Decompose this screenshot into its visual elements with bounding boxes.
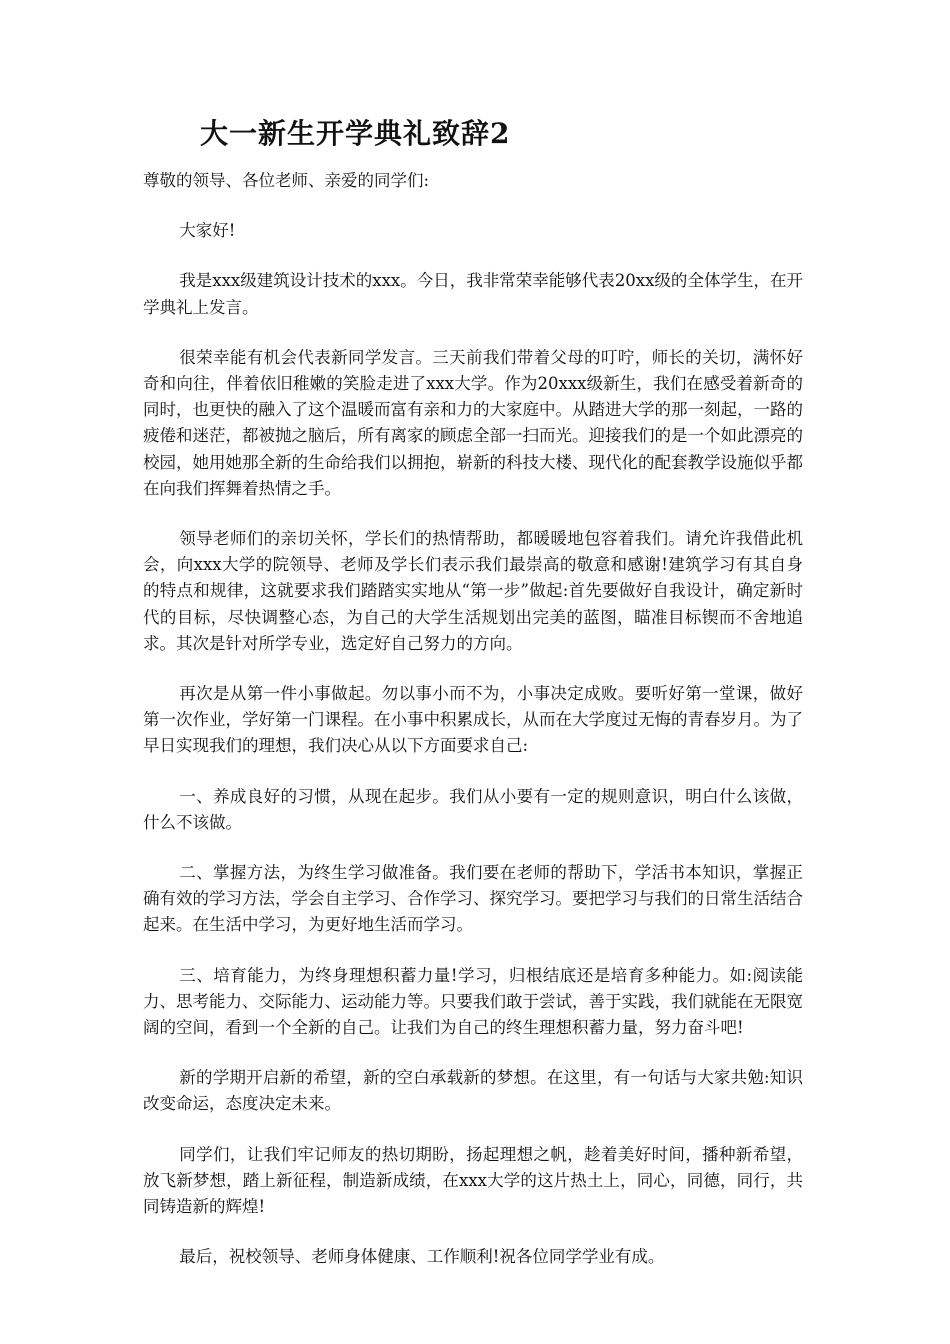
paragraph-gratitude: 领导老师们的亲切关怀，学长们的热情帮助，都暖暖地包容着我们。请允许我借此机会，向xxx大学的院领导、老师及学长们表示我们最崇高的敬意和感谢!建筑学习有其自身的特点和规律，这就要求我们踏踏实实地从“第一步”做起:首先要做好自我设计，确定新时代的目标，尽快调整心态，为自己的大学生活规划出完美的蓝图，瞄准目标锲而不舍地追求。其次是针对所学专业，选定好自己努力的方向。 [143, 529, 803, 653]
paragraph-call-to-action: 同学们，让我们牢记师友的热切期盼，扬起理想之帆，趁着美好时间，播种新希望，放飞新梦想，踏上新征程，制造新成绩，在xxx大学的这片热土上，同心，同德，同行，共同铸造新的辉煌! [143, 1144, 803, 1217]
document-title: 大一新生开学典礼致辞2 [200, 117, 511, 150]
paragraph-greeting: 大家好! [179, 221, 236, 241]
salutation: 尊敬的领导、各位老师、亲爱的同学们: [143, 171, 430, 190]
paragraph-point-one: 一、养成良好的习惯，从现在起步。我们从小要有一定的规则意识，明白什么该做，什么不该做。 [143, 786, 803, 832]
paragraph-point-three: 三、培育能力，为终身理想积蓄力量!学习，归根结底还是培育多种能力。如:阅读能力、思考能力、交际能力、运动能力等。只要我们敢于尝试，善于实践，我们就能在无限宽阔的空间，看到一个全新的自己。让我们为自己的终生理想积蓄力量，努力奋斗吧! [143, 965, 803, 1038]
paragraph-closing: 最后，祝校领导、老师身体健康、工作顺利!祝各位同学学业有成。 [179, 1247, 665, 1267]
paragraph-introduction: 我是xxx级建筑设计技术的xxx。今日，我非常荣幸能够代表20xx级的全体学生，在开学典礼上发言。 [143, 271, 803, 317]
paragraph-small-things: 再次是从第一件小事做起。勿以事小而不为，小事决定成败。要听好第一堂课，做好第一次作业，学好第一门课程。在小事中积累成长，从而在大学度过无悔的青春岁月。为了早日实现我们的理想，我们决心从以下方面要求自己: [143, 684, 803, 756]
paragraph-arrival: 很荣幸能有机会代表新同学发言。三天前我们带着父母的叮咛，师长的关切，满怀好奇和向往，伴着依旧稚嫩的笑脸走进了xxx大学。作为20xxx级新生，我们在感受着新奇的同时，也更快的融入了这个温暖而富有亲和力的大家庭中。从踏进大学的那一刻起，一路的疲倦和迷茫，都被抛之脑后，所有离家的顾虑全部一扫而光。迎接我们的是一个如此漂亮的校园，她用她那全新的生命给我们以拥抱，崭新的科技大楼、现代化的配套教学设施似乎都在向我们挥舞着热情之手。 [143, 347, 803, 498]
paragraph-new-term: 新的学期开启新的希望，新的空白承载新的梦想。在这里，有一句话与大家共勉:知识改变命运，态度决定未来。 [143, 1068, 803, 1114]
document-body [143, 168, 803, 1295]
paragraph-point-two: 二、掌握方法，为终生学习做准备。我们要在老师的帮助下，学活书本知识，掌握正确有效的学习方法，学会自主学习、合作学习、探究学习。要把学习与我们的日常生活结合起来。在生活中学习，为更好地生活而学习。 [143, 863, 803, 935]
